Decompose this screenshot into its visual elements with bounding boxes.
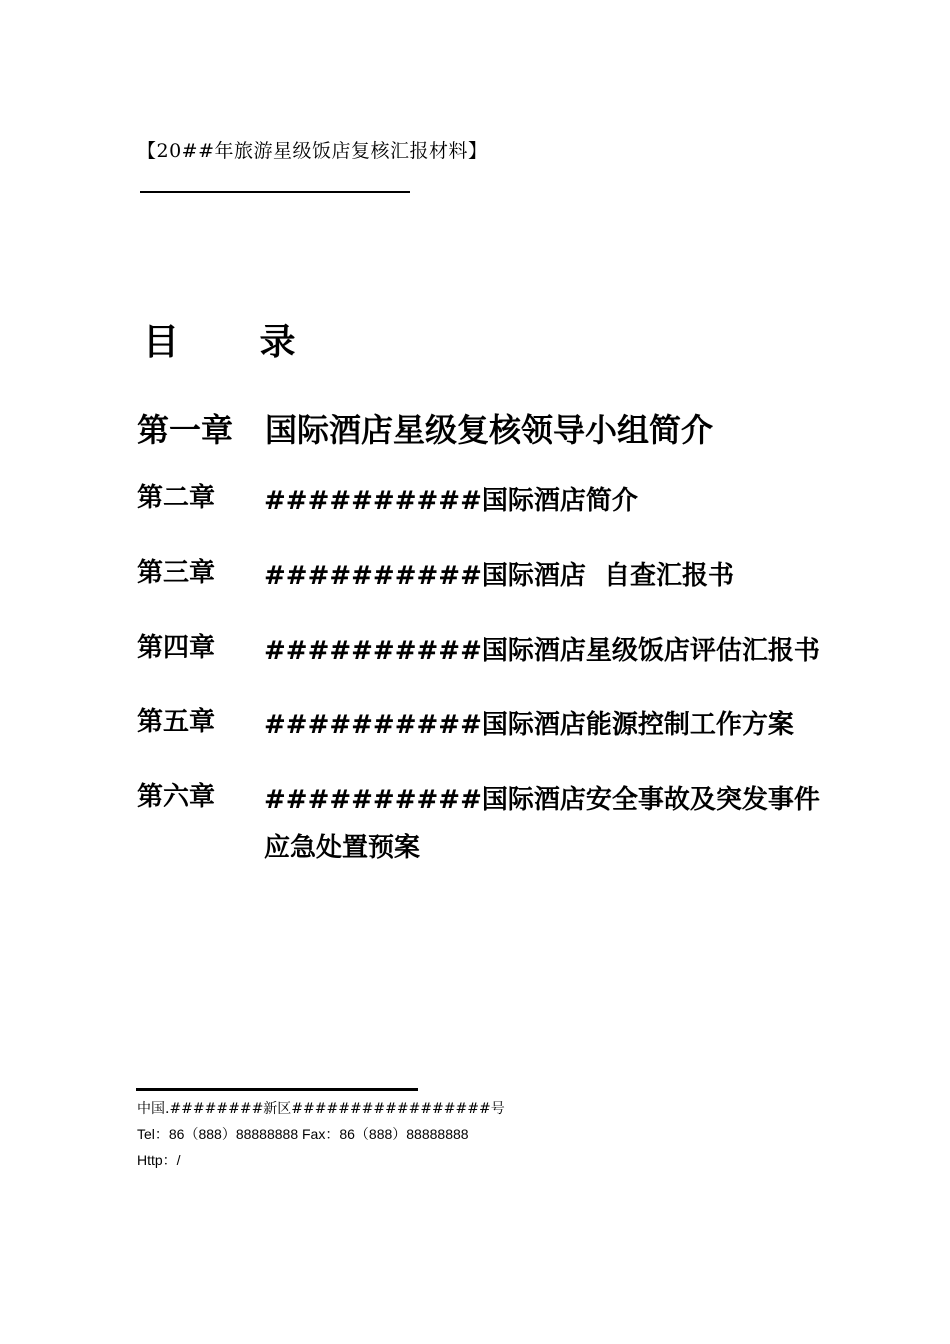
footer-contact: Tel：86（888）88888888 Fax：86（888）88888888	[137, 1126, 469, 1142]
chapter-title: ##########国际酒店星级饭店评估汇报书	[264, 636, 820, 666]
toc-entry-chapter-1	[137, 405, 713, 451]
document-header-title: 【20##年旅游星级饭店复核汇报材料】	[137, 140, 488, 162]
toc-heading: 目 录	[143, 321, 330, 363]
footer-address: 中国.########新区#################号	[137, 1101, 505, 1117]
footer-divider	[136, 1088, 418, 1091]
chapter-number: 第二章	[137, 483, 216, 513]
chapter-title: ##########国际酒店能源控制工作方案	[264, 710, 794, 740]
chapter-number: 第四章	[137, 633, 216, 663]
chapter-number: 第一章	[137, 411, 234, 449]
chapter-number: 第六章	[137, 782, 216, 812]
chapter-title: 国际酒店星级复核领导小组简介	[265, 411, 714, 449]
chapter-title: ##########国际酒店 自查汇报书	[264, 561, 734, 591]
chapter-number: 第三章	[137, 558, 216, 588]
chapter-title: ##########国际酒店简介	[264, 486, 638, 516]
chapter-number: 第五章	[137, 707, 216, 737]
footer-web: Http：/	[137, 1152, 181, 1168]
chapter-title: ##########国际酒店安全事故及突发事件应急处置预案	[264, 785, 820, 863]
header-divider	[140, 191, 410, 193]
